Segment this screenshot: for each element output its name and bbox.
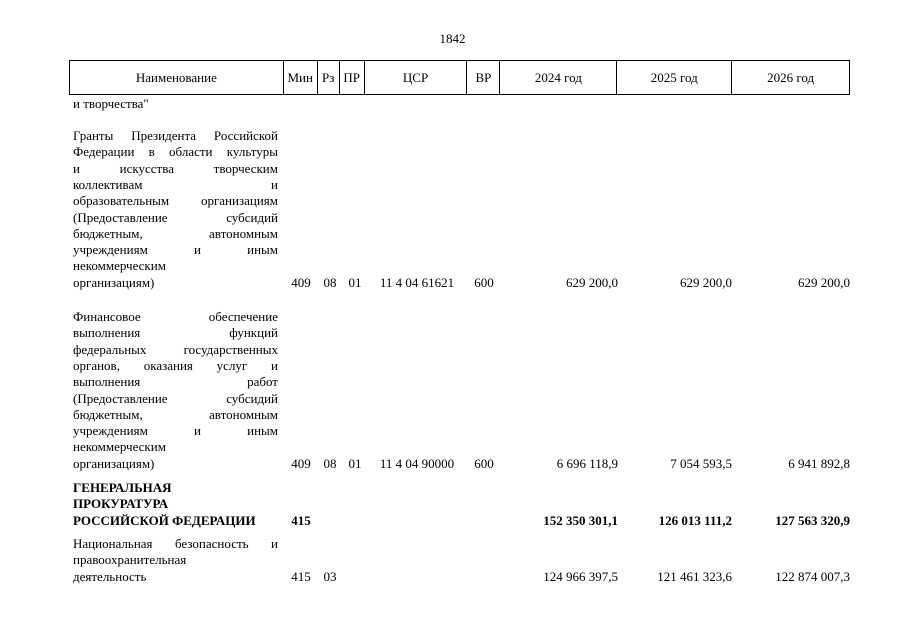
cell-2026: 6 941 892,8 <box>788 456 850 471</box>
name-line: организациям) <box>73 274 155 290</box>
name-line: (Предоставление субсидий <box>73 209 278 225</box>
cell-pr: 01 <box>348 456 362 471</box>
name-line: Гранты Президента Российской <box>73 128 278 144</box>
header-vr: ВР <box>467 61 500 94</box>
cell-vr: 600 <box>474 456 494 471</box>
cell-2026: 127 563 320,9 <box>775 513 850 528</box>
name-line: деятельность <box>73 568 147 584</box>
cell-2026: 122 874 007,3 <box>775 569 850 584</box>
cell-2024: 6 696 118,9 <box>556 456 618 471</box>
page-number: 1842 <box>439 31 466 46</box>
cell-rz: 08 <box>323 456 337 471</box>
name-line: РОССИЙСКОЙ ФЕДЕРАЦИИ <box>73 512 256 528</box>
cell-2024: 152 350 301,1 <box>543 513 618 528</box>
name-line: Федерации в области культуры <box>73 144 278 160</box>
name-line: Национальная безопасность и <box>73 536 278 552</box>
header-name: Наименование <box>70 61 284 94</box>
name-line: учреждениям и иным <box>73 423 278 439</box>
cell-csr: 11 4 04 90000 <box>379 456 455 471</box>
row-name <box>73 480 278 529</box>
cell-2024: 124 966 397,5 <box>543 569 618 584</box>
name-line: и искусства творческим <box>73 160 278 176</box>
table-row <box>0 535 905 585</box>
cell-min: 409 <box>291 275 311 290</box>
cell-min: 415 <box>291 513 311 528</box>
cell-2025: 629 200,0 <box>680 275 732 290</box>
header-min: Мин <box>284 61 318 94</box>
header-2024: 2024 год <box>500 61 617 94</box>
name-line: органов, оказания услуг и <box>73 357 278 373</box>
cell-pr: 01 <box>348 275 362 290</box>
name-line: ГЕНЕРАЛЬНАЯ <box>73 480 172 496</box>
cell-min: 415 <box>291 569 311 584</box>
cell-2025: 7 054 593,5 <box>670 456 732 471</box>
header-2025: 2025 год <box>617 61 732 94</box>
table-header <box>69 60 850 95</box>
header-rz: Рз <box>318 61 340 94</box>
row-name <box>73 128 278 291</box>
cell-rz: 03 <box>323 569 337 584</box>
name-line: бюджетным, автономным <box>73 225 278 241</box>
table-row <box>0 479 905 529</box>
name-line: бюджетным, автономным <box>73 406 278 422</box>
continuation-row <box>0 96 905 112</box>
cell-2025: 126 013 111,2 <box>658 513 732 528</box>
name-line: организациям) <box>73 455 155 471</box>
cell-min: 409 <box>291 456 311 471</box>
name-line: некоммерческим <box>73 439 166 455</box>
continuation-text: и творчества" <box>73 96 149 111</box>
name-line: (Предоставление субсидий <box>73 390 278 406</box>
name-line: образовательным организациям <box>73 193 278 209</box>
cell-vr: 600 <box>474 275 494 290</box>
cell-2026: 629 200,0 <box>798 275 850 290</box>
table-row <box>0 304 905 472</box>
name-line: правоохранительная <box>73 552 187 568</box>
name-line: федеральных государственных <box>73 341 278 357</box>
header-pr: ПР <box>340 61 365 94</box>
name-line: выполнения функций <box>73 325 278 341</box>
cell-2024: 629 200,0 <box>566 275 618 290</box>
name-line: ПРОКУРАТУРА <box>73 496 169 512</box>
cell-rz: 08 <box>323 275 337 290</box>
cell-2025: 121 461 323,6 <box>657 569 732 584</box>
row-name <box>73 309 278 472</box>
name-line: некоммерческим <box>73 258 166 274</box>
cell-csr: 11 4 04 61621 <box>379 275 455 290</box>
row-name <box>73 536 278 585</box>
header-csr: ЦСР <box>365 61 468 94</box>
name-line: учреждениям и иным <box>73 242 278 258</box>
header-2026: 2026 год <box>732 61 850 94</box>
name-line: выполнения работ <box>73 374 278 390</box>
name-line: Финансовое обеспечение <box>73 309 278 325</box>
table-row <box>0 123 905 291</box>
name-line: коллективам и <box>73 176 278 192</box>
